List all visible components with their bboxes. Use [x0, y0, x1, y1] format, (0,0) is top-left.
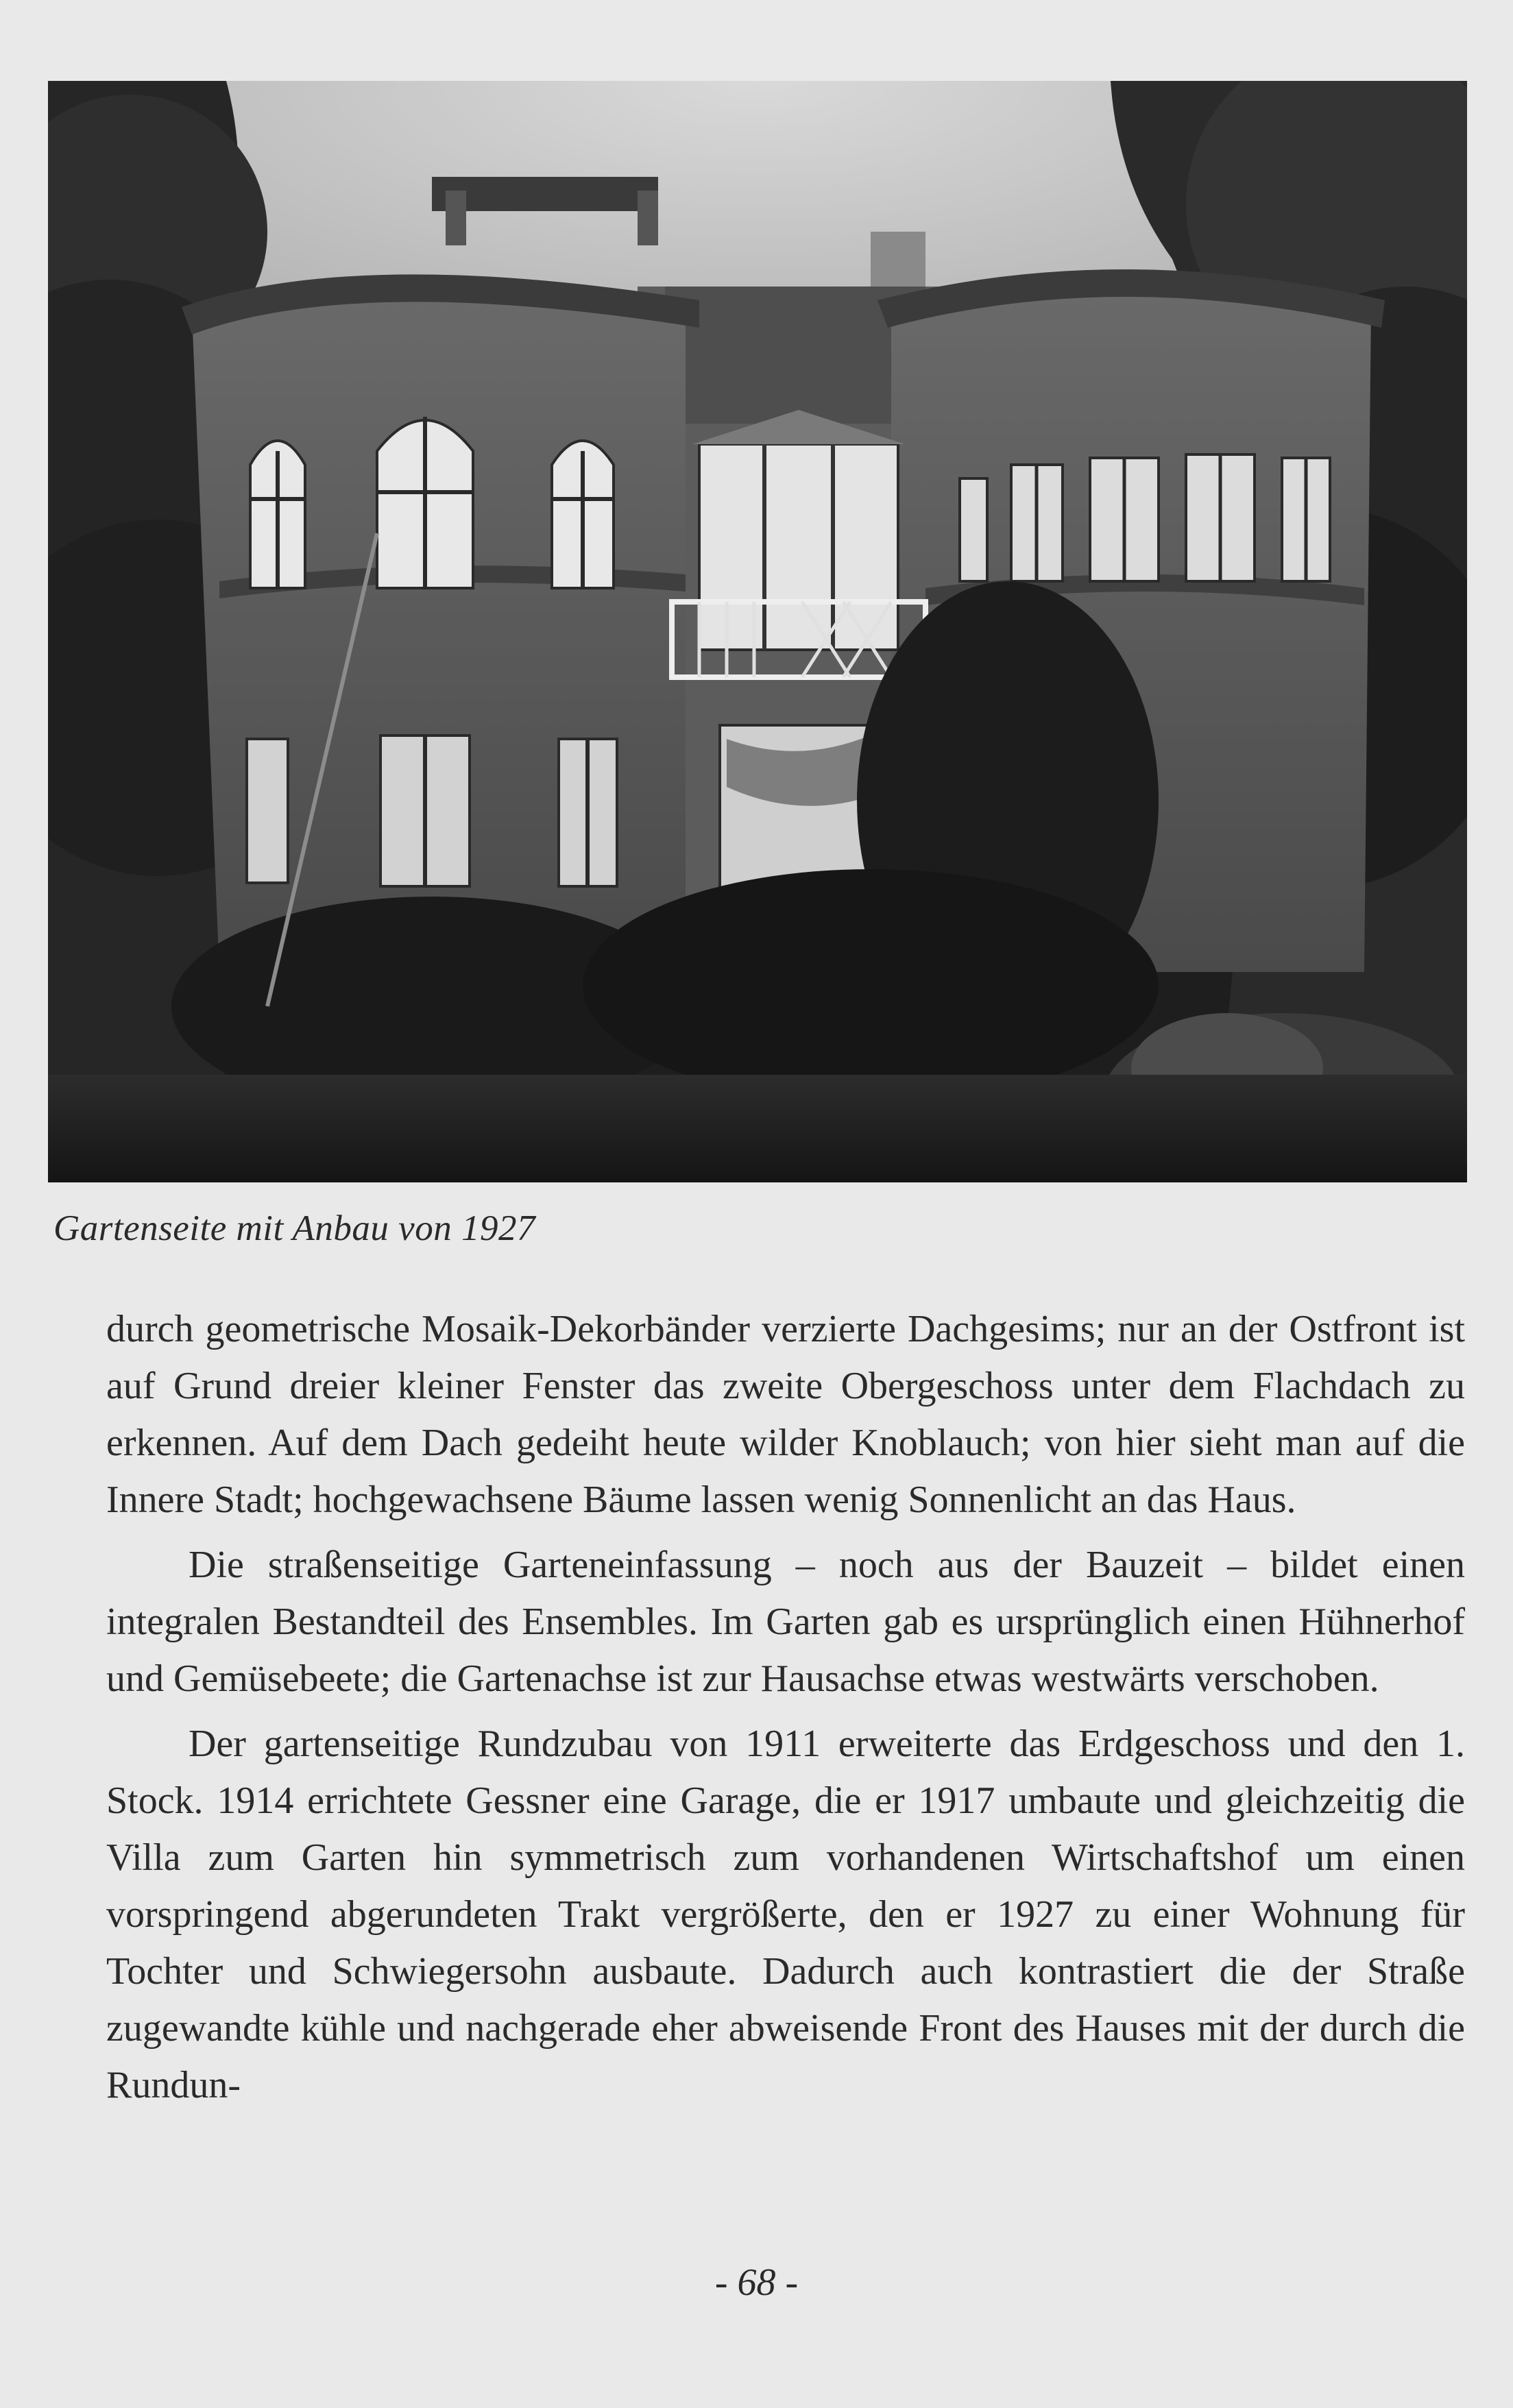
paragraph: Der gartenseitige Rundzubau von 1911 erweiterte das Erdgeschoss und den 1. Stock. 1914 errichtete Gessner eine Garage, die er 1917 umbaute und gleichzeitig die Villa zum Garten hin symmetrisch zum vorhandenen Wirtschaftshof um einen vorspringend abgerundeten Trakt vergrößerte, den er 1927 zu einer Wohnung für Tochter und Schwiegersohn ausbaute. Dadurch auch kontrastiert die der Straße zugewandte kühle und nachgerade eher abweisende Front des Hauses mit der durch die Rundun- — [106, 1723, 1465, 2106]
paragraph: durch geometrische Mosaik-Dekorbänder verzierte Dachgesims; nur an der Ostfront ist auf Grund dreier kleiner Fenster das zweite Obergeschoss unter dem Flachdach zu erkennen. Auf dem Dach gedeiht heute wilder Knoblauch; von hier sieht man auf die Innere Stadt; hochgewachsene Bäume lassen wenig Sonnenlicht an das Haus. — [106, 1308, 1465, 1521]
page-number: - 68 - — [714, 2261, 799, 2304]
body-text — [106, 1301, 1465, 2114]
villa-garden-facade-photo — [48, 81, 1467, 1182]
figure-caption: Gartenseite mit Anbau von 1927 — [53, 1208, 535, 1248]
villa-photo — [48, 81, 1467, 1182]
paragraph: Die straßenseitige Garteneinfassung – noch aus der Bauzeit – bildet einen integralen Bestandteil des Ensembles. Im Garten gab es ursprünglich einen Hühnerhof und Gemüsebeete; die Gartenachse ist zur Hausachse etwas westwärts verschoben. — [106, 1544, 1465, 1700]
